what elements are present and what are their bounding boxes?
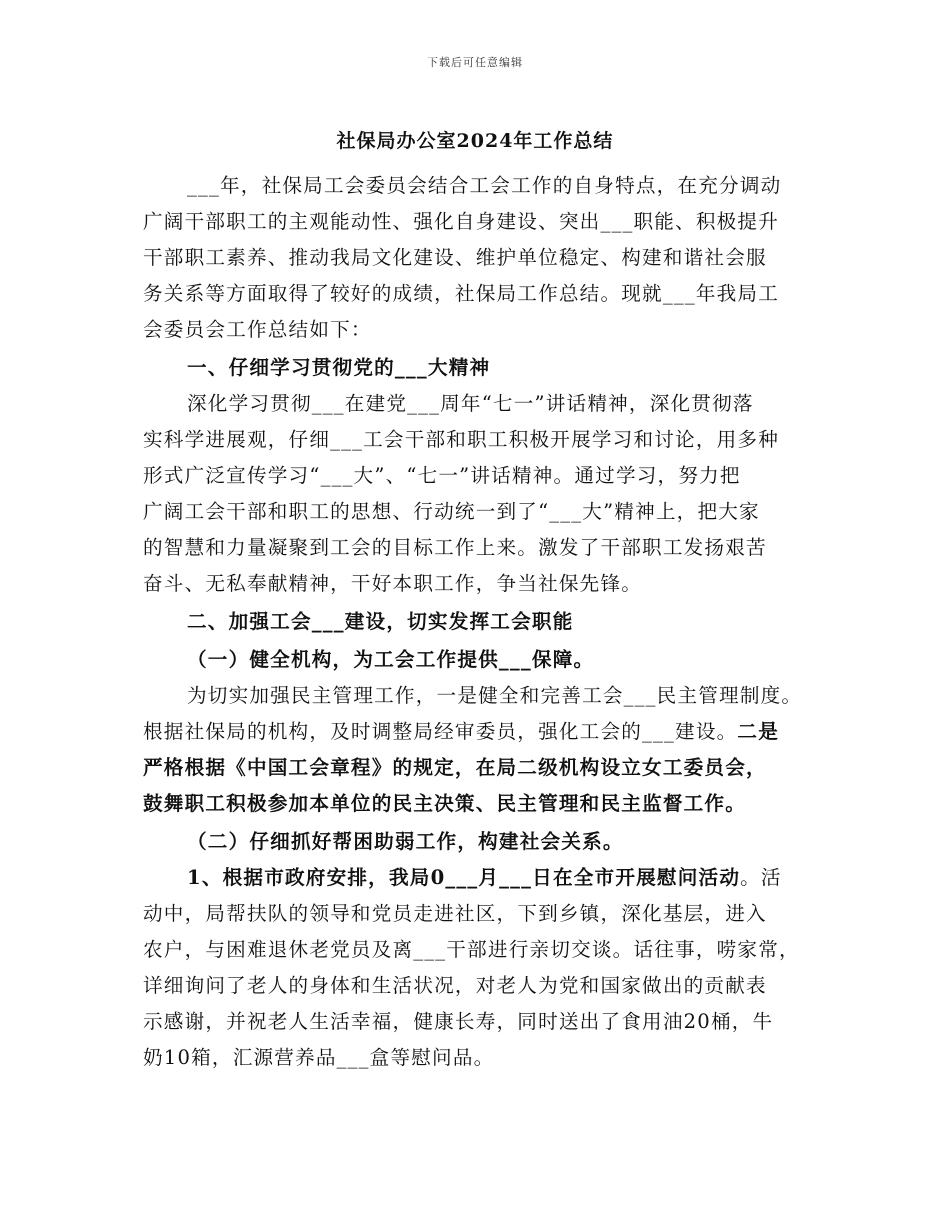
section1-line: 广阔工会干部和职工的思想、行动统一到了“___大”精神上，把大家 [143,500,760,523]
section1-line: 实科学进展观，仔细___工会干部和职工积极开展学习和讨论，用多种 [143,428,780,451]
section2-sub1-line: 严格根据《中国工会章程》的规定，在局二级机构设立女工委员会， [143,756,767,779]
intro-line: 干部职工素养、推动我局文化建设、维护单位稳定、构建和谐社会服 [143,246,767,269]
section2-sub2-line: 奶10箱，汇源营养品___盒等慰问品。 [143,1046,495,1069]
section2-sub2-heading: （二）仔细抓好帮困助弱工作，构建社会关系。 [187,830,624,853]
intro-line: 务关系等方面取得了较好的成绩，社保局工作总结。现就___年我局工 [143,282,780,305]
section2-sub1-line [143,714,815,750]
document-title: 社保局办公室2024年工作总结 [336,130,614,152]
section1-line: 奋斗、无私奉献精神，干好本职工作，争当社保先锋。 [143,572,643,595]
bold-text: 1、根据市政府安排，我局0___月___日在全市开展慰问活动 [187,866,741,889]
intro-line: 广阔干部职工的主观能动性、强化自身建设、突出___职能、积极提升 [143,210,780,233]
section2-sub2-line [143,860,815,896]
section2-sub1-line: 为切实加强民主管理工作，一是健全和完善工会___民主管理制度。 [187,684,803,707]
intro-line: ___年，社保局工会委员会结合工会工作的自身特点，在充分调动 [187,174,782,197]
section2-sub1-heading: （一）健全机构，为工会工作提供___保障。 [187,648,595,671]
document-body [143,168,815,1076]
section2-sub1-line: 鼓舞职工积极参加本单位的民主决策、民主管理和民主监督工作。 [143,792,747,815]
section1-line: 形式广泛宣传学习“___大”、“七一”讲话精神。通过学习，努力把 [143,464,741,487]
section1-line: 的智慧和力量凝聚到工会的目标工作上来。激发了干部职工发扬艰苦 [143,536,767,559]
section2-sub2-line: 农户，与困难退休老党员及离___干部进行亲切交谈。话往事，唠家常， [143,938,800,961]
bold-text: 二是 [737,720,780,743]
normal-text: 。活 [740,866,782,889]
section2-sub2-line: 详细询问了老人的身体和生活状况，对老人为党和国家做出的贡献表 [143,974,767,997]
section2-heading: 二、加强工会___建设，切实发挥工会职能 [187,610,574,633]
section2-sub2-line: 动中，局帮扶队的领导和党员走进社区，下到乡镇，深化基层，进入 [143,902,767,925]
section2-sub2-line: 示感谢，并祝老人生活幸福，健康长寿，同时送出了食用油20桶，牛 [143,1010,774,1033]
section1-heading: 一、仔细学习贯彻党的___大精神 [187,356,491,379]
section1-line: 深化学习贯彻___在建党___周年“七一”讲话精神，深化贯彻落 [187,392,754,415]
normal-text: 根据社保局的机构，及时调整局经审委员，强化工会的___建设。 [143,720,738,743]
intro-line: 会委员会工作总结如下： [143,318,372,341]
header-note: 下载后可任意编辑 [427,56,523,69]
